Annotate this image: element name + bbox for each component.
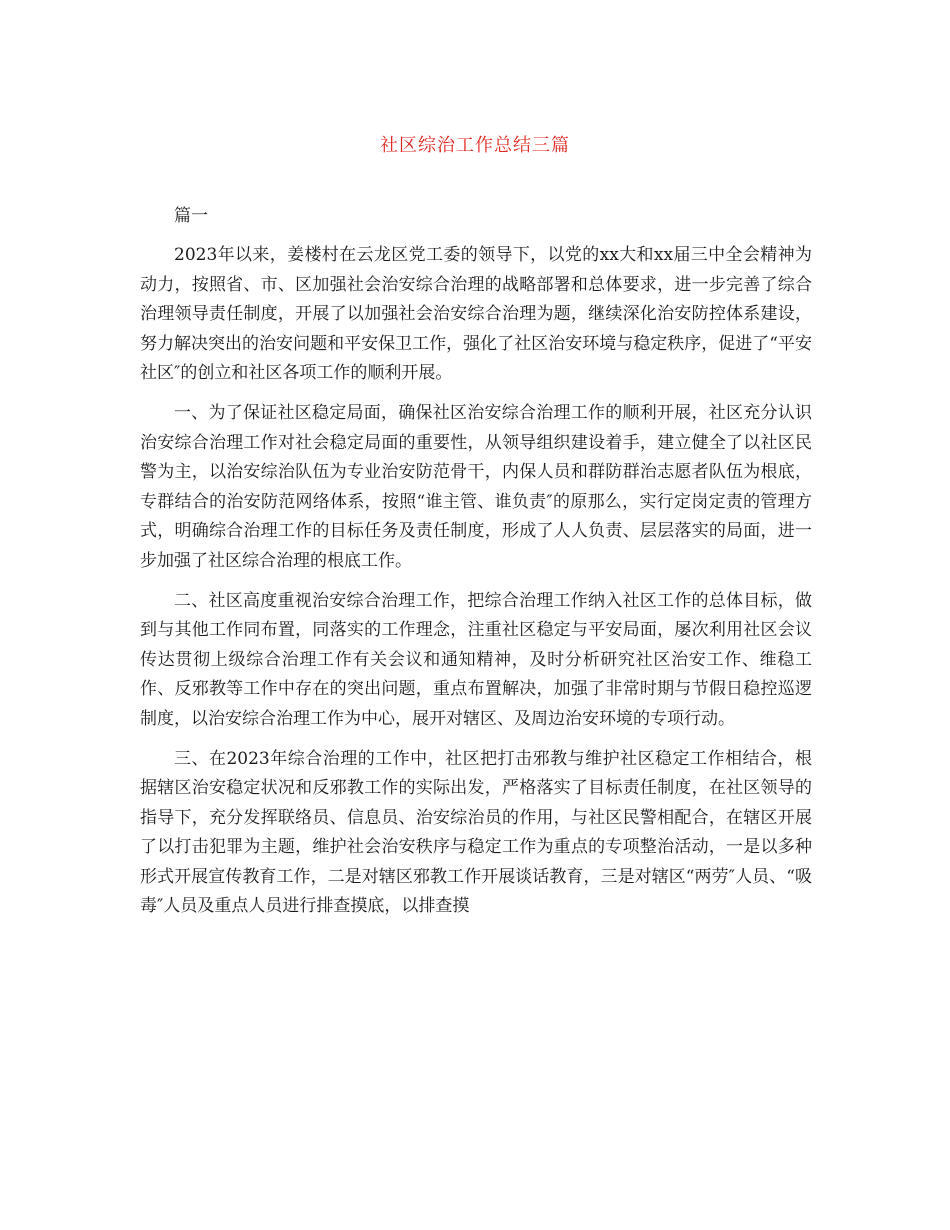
paragraph-three: 三、在2023年综合治理的工作中，社区把打击邪教与维护社区稳定工作相结合，根据辖区治安稳定状况和反邪教工作的实际出发，严格落实了目标责任制度，在社区领导的指导下，充分发挥联络员、信息员、治安综治员的作用，与社区民警相配合，在辖区开展了以打击犯罪为主题，维护社会治安秩序与稳定工作为重点的专项整治活动，一是以多种形式开展宣传教育工作，二是对辖区邪教工作开展谈话教育，三是对辖区“两劳″人员、“吸毒″人员及重点人员进行排查摸底，以排查摸 <box>140 748 812 916</box>
document-title: 社区综治工作总结三篇 <box>380 135 570 156</box>
paragraph-two: 二、社区高度重视治安综合治理工作，把综合治理工作纳入社区工作的总体目标，做到与其他工作同布置，同落实的工作理念，注重社区稳定与平安局面，屡次利用社区会议传达贯彻上级综合治理工作有关会议和通知精神，及时分析研究社区治安工作、维稳工作、反邪教等工作中存在的突出问题，重点布置解决，加强了非常时期与节假日稳控巡逻制度，以治安综合治理工作为中心，展开对辖区、及周边治安环境的专项行动。 <box>140 590 812 729</box>
paragraph-one: 一、为了保证社区稳定局面，确保社区治安综合治理工作的顺利开展，社区充分认识治安综合治理工作对社会稳定局面的重要性，从领导组织建设着手，建立健全了以社区民警为主，以治安综治队伍为专业治安防范骨干，内保人员和群防群治志愿者队伍为根底，专群结合的治安防范网络体系，按照“谁主管、谁负责″的原那么，实行定岗定责的管理方式，明确综合治理工作的目标任务及责任制度，形成了人人负责、层层落实的局面，进一步加强了社区综合治理的根底工作。 <box>140 403 812 571</box>
paragraph-intro: 2023年以来，姜楼村在云龙区党工委的领导下，以党的xx大和xx届三中全会精神为动力，按照省、市、区加强社会治安综合治理的战略部署和总体要求，进一步完善了综合治理领导责任制度，开展了以加强社会治安综合治理为题，继续深化治安防控体系建设，努力解决突出的治安问题和平安保卫工作，强化了社区治安环境与稳定秩序，促进了“平安社区″的创立和社区各项工作的顺利开展。 <box>140 245 812 383</box>
document-body <box>140 241 812 932</box>
section-heading: 篇一 <box>174 206 208 226</box>
